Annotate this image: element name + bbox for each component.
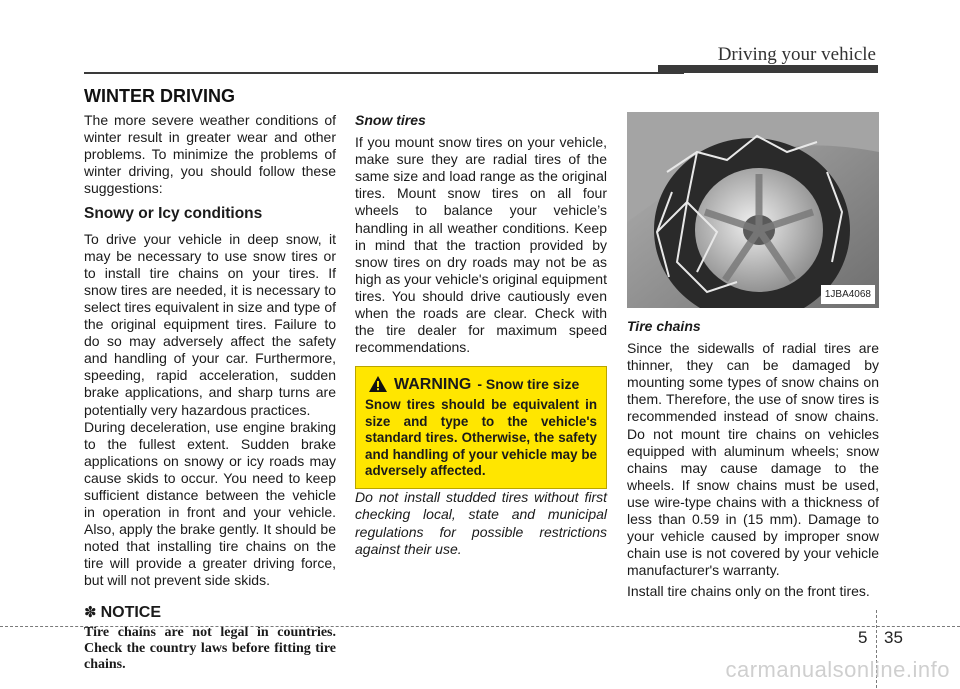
tire-chain-illustration [627, 112, 879, 308]
tire-chains-heading: Tire chains [627, 318, 701, 334]
snowy-icy-heading: Snowy or Icy conditions [84, 205, 263, 223]
warning-header [365, 375, 597, 393]
warning-text: Snow tires should be equivalent in size and type to the vehicle's standard tires. Otherwise, the safety and handling of your vehicle may be adversely affected. [365, 397, 597, 478]
page-number: 35 [884, 628, 903, 647]
notice-heading [84, 604, 336, 621]
tire-chain-photo [627, 112, 879, 308]
notice-label: NOTICE [100, 603, 162, 621]
intro-paragraph: The more severe weather conditions of winter result in greater wear and other problems. To minimize the problems of winter driving, you should follow these suggestions: [84, 112, 336, 197]
footer-rule [0, 626, 960, 627]
snow-tires-heading: Snow tires [355, 112, 426, 128]
studded-tires-note: Do not install studded tires without first checking local, state and municipal regulations for possible restrictions against their use. [355, 489, 607, 557]
front-tires-paragraph: Install tire chains only on the front tires. [627, 583, 870, 600]
column-1 [84, 112, 336, 673]
snowy-paragraph-1: To drive your vehicle in deep snow, it may be necessary to use snow tires or to install tire chains on your tires. If snow tires are needed, it is necessary to select tires equivalent in size and type of the original equipment tires. Failure to do so may adversely affect the safety and handling of your car. Furthermore, speeding, rapid acceleration, sudden brake applications, and sharp turns are potentially very hazardous practices. [84, 230, 336, 418]
snow-tires-paragraph: If you mount snow tires on your vehicle, make sure they are radial tires of the same size and load range as the original tires. Mount snow tires on all four wheels to balance your vehicle’s handling in all weather conditions. Keep in mind that the traction provided by snow tires on dry roads may not be as high as your vehicle's original equipment tires. You should drive cautiously even when the roads are clear. Check with the tire dealer for maximum speed recommendations. [355, 134, 607, 356]
header-rule [84, 72, 684, 74]
warning-triangle-icon [368, 375, 388, 393]
chapter-title: Driving your vehicle [717, 44, 876, 65]
section-title: WINTER DRIVING [84, 86, 235, 106]
snowy-paragraph-2: During deceleration, use engine braking to the fullest extent. Sudden brake applications on snowy or icy roads may cause skids to occur. You need to keep sufficient distance between the vehicle in operation in front and your vehicle. Also, apply the brake gently. It should be noted that installing tire chains on the tire will provide a greater driving force, but will not prevent side skids. [84, 418, 336, 589]
warning-box [355, 366, 607, 489]
image-caption: 1JBA4068 [821, 285, 875, 304]
column-3 [627, 112, 879, 601]
warning-label: WARNING [394, 375, 472, 393]
page-header [0, 0, 960, 80]
notice-cross-icon: ✽ [84, 603, 97, 621]
chapter-number: 5 [858, 628, 868, 647]
warning-sublabel: - Snow tire size [477, 375, 580, 392]
header-bar [658, 65, 878, 73]
tire-chains-paragraph: Since the sidewalls of radial tires are thinner, they can be damaged by mounting some types of snow chains on them. Therefore, the use of snow tires is recommended instead of snow chains. Do not mount tire chains on vehicles equipped with aluminum wheels; snow chains may cause damage to the wheels. If snow chains must be used, use wire-type chains with a thickness of less than 0.59 in (15 mm). Damage to your vehicle caused by improper snow chain use is not covered by your vehicle manufacturer's warranty. [627, 340, 879, 579]
notice-text: Tire chains are not legal in countries. Check the country laws before fitting tire chains. [84, 624, 336, 672]
watermark: carmanualsonline.info [725, 657, 950, 682]
column-2 [355, 112, 607, 558]
